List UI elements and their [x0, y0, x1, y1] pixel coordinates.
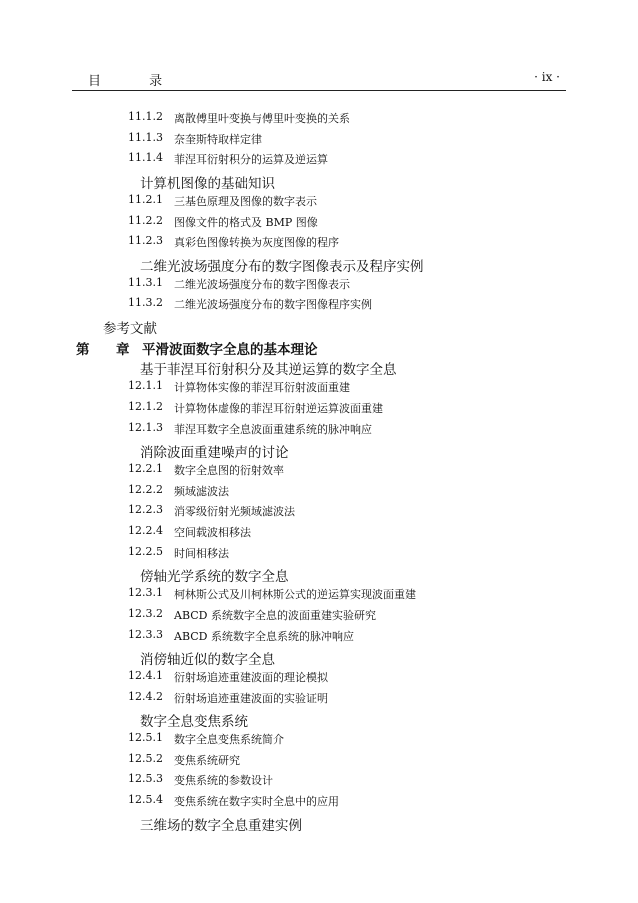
subsection-title: 衍射场追迹重建波面的理论模拟: [174, 670, 328, 684]
subsection-title: 奈奎斯特取样定律: [174, 132, 262, 146]
subsection-number: 12.3.1: [128, 586, 163, 600]
subsection-title: 离散傅里叶变换与傅里叶变换的关系: [174, 112, 350, 125]
running-header: [72, 64, 566, 91]
subsection-title: 频域滤波法: [174, 484, 229, 498]
section-title: 傍轴光学系统的数字全息: [140, 569, 289, 586]
section-title: 计算机图像的基础知识: [140, 176, 275, 193]
subsection-number: 11.3.1: [128, 275, 163, 289]
section-title: 消傍轴近似的数字全息: [140, 652, 275, 669]
subsection-number: 12.3.2: [128, 606, 163, 620]
section-title: 三维场的数字全息重建实例: [140, 817, 302, 834]
subsection-title: 真彩色图像转换为灰度图像的程序: [174, 236, 339, 250]
subsection-number: 11.2.2: [128, 213, 163, 227]
subsection-title: 消零级衍射光频域滤波法: [174, 505, 295, 519]
page-number: · ix ·: [534, 70, 560, 84]
subsection-title: 二维光波场强度分布的数字图像程序实例: [174, 298, 372, 312]
section-title: 基于菲涅耳衍射积分及其逆运算的数字全息: [140, 362, 397, 379]
chapter-label-suffix: 章: [116, 341, 130, 358]
subsection-number: 12.4.1: [128, 668, 163, 682]
subsection-title: 数字全息图的衍射效率: [174, 463, 284, 477]
subsection-title: 变焦系统研究: [174, 753, 240, 767]
subsection-title: 计算物体虚像的菲涅耳衍射逆运算波面重建: [174, 401, 383, 415]
subsection-title: 时间相移法: [174, 546, 229, 560]
section-title: 数字全息变焦系统: [140, 714, 248, 731]
subsection-title: 柯林斯公式及川柯林斯公式的逆运算实现波面重建: [174, 588, 416, 602]
subsection-title: 图像文件的格式及 BMP 图像: [174, 215, 318, 229]
subsection-number: 12.5.4: [128, 793, 163, 807]
subsection-title: 数字全息变焦系统简介: [174, 733, 284, 746]
subsection-number: 12.2.3: [128, 503, 163, 517]
chapter-title: 平滑波面数字全息的基本理论: [142, 341, 318, 358]
subsection-number: 11.2.1: [128, 192, 163, 206]
subsection-number: 11.1.4: [128, 151, 163, 165]
chapter-label-prefix: 第: [76, 341, 90, 358]
subsection-number: 12.2.5: [128, 544, 163, 558]
subsection-title: 变焦系统的参数设计: [174, 774, 273, 788]
subsection-number: 12.1.3: [128, 420, 163, 434]
subsection-title: 衍射场追迹重建波面的实验证明: [174, 691, 328, 705]
subsection-title: 三基色原理及图像的数字表示: [174, 194, 317, 208]
subsection-number: 11.1.3: [128, 130, 163, 144]
references-title: 参考文献: [103, 321, 157, 337]
subsection-title: 计算物体实像的菲涅耳衍射波面重建: [174, 381, 350, 395]
subsection-title: 菲涅耳衍射积分的运算及逆运算: [174, 153, 328, 167]
subsection-number: 12.4.2: [128, 689, 163, 703]
header-title: 目 录: [88, 74, 185, 89]
subsection-number: 12.2.4: [128, 524, 163, 537]
subsection-title: 菲涅耳数字全息波面重建系统的脉冲响应: [174, 422, 372, 436]
subsection-number: 12.2.1: [128, 461, 163, 475]
subsection-number: 12.5.2: [128, 751, 163, 765]
subsection-title: 空间载波相移法: [174, 526, 251, 539]
subsection-number: 12.2.2: [128, 482, 163, 496]
subsection-title: 二维光波场强度分布的数字图像表示: [174, 277, 350, 291]
subsection-number: 12.5.3: [128, 772, 163, 786]
subsection-number: 11.2.3: [128, 234, 163, 248]
subsection-number: 12.5.1: [128, 731, 163, 744]
subsection-number: 11.3.2: [128, 296, 163, 310]
subsection-title: ABCD 系统数字全息的波面重建实验研究: [174, 608, 376, 622]
subsection-title: ABCD 系统数字全息系统的脉冲响应: [174, 629, 354, 643]
subsection-number: 12.1.2: [128, 399, 163, 413]
section-title: 二维光波场强度分布的数字图像表示及程序实例: [140, 258, 424, 275]
section-title: 消除波面重建噪声的讨论: [140, 445, 289, 462]
subsection-number: 12.3.3: [128, 627, 163, 641]
subsection-number: 11.1.2: [128, 110, 163, 123]
subsection-title: 变焦系统在数字实时全息中的应用: [174, 795, 339, 809]
subsection-number: 12.1.1: [128, 379, 163, 393]
